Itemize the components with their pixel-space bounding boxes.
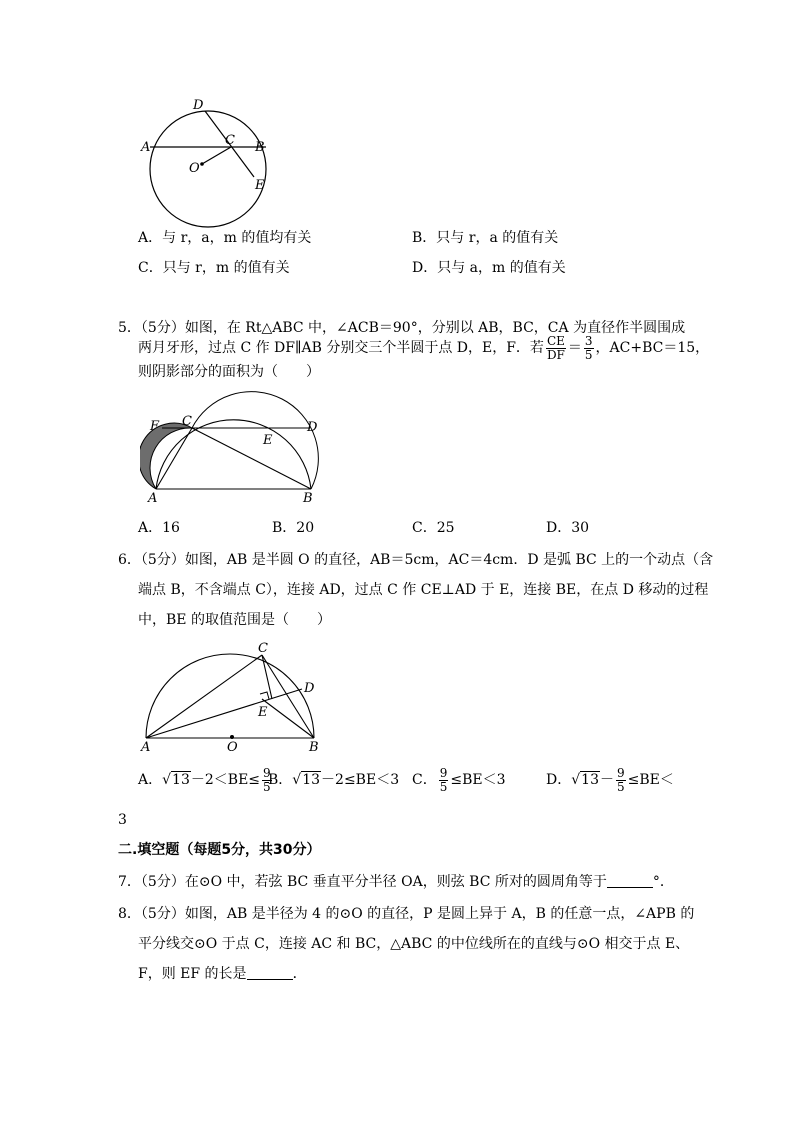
q4-option-a[interactable] [138, 228, 311, 248]
q4-label-e: E [255, 178, 265, 193]
fraction-ce-df [546, 335, 566, 362]
question-number: 5． [118, 320, 141, 336]
denominator: 5 [616, 779, 625, 794]
numerator: CE [546, 333, 565, 348]
q6-line-3 [138, 610, 331, 630]
question-number: 7． [118, 874, 141, 890]
answer-blank[interactable] [247, 965, 293, 980]
radicand: 13 [581, 772, 599, 788]
q5-option-b[interactable] [272, 518, 314, 538]
q6-label-o: O [227, 740, 238, 754]
option-letter: D． [412, 260, 438, 276]
question-text: 平分线交⊙O 于点 C，连接 AC 和 BC，△ABC 的中位线所在的直线与⊙O 相交于点 E、 [138, 936, 690, 952]
q6-option-a[interactable] [138, 762, 274, 798]
q4-label-b: B [255, 140, 265, 155]
numerator: 3 [584, 333, 593, 348]
q5-label-e: E [263, 433, 273, 448]
option-letter: A． [138, 230, 163, 246]
option-text: －2＜BE≤ [190, 772, 261, 788]
option-text: ≤BE＜3 [450, 772, 506, 788]
q5-label-b: B [303, 491, 313, 505]
numerator: 9 [263, 765, 271, 780]
q4-figure [135, 95, 285, 245]
question-score: （5分） [140, 320, 185, 336]
question-text: 端点 B，不含端点 C），连接 AD，过点 C 作 CE⊥AD 于 E，连接 BE，在点 D 移动的过程 [138, 582, 709, 598]
option-text: ≤BE＜ [627, 772, 674, 788]
equals: ＝ [567, 340, 582, 356]
question-text: 中，BE 的取值范围是（ ） [138, 612, 331, 628]
q5-lune-bc [192, 392, 318, 489]
option-letter: A． [138, 520, 163, 536]
numerator: 9 [439, 765, 448, 780]
q6-right-angle-mark [260, 692, 269, 699]
q6-option-d[interactable] [546, 762, 674, 798]
option-letter: B． [272, 520, 297, 536]
option-text: － [599, 772, 614, 788]
denominator: 5 [584, 347, 593, 362]
q6-segment-ad [146, 689, 302, 738]
q6-option-d-wrap: 3 [118, 812, 127, 828]
fraction-3-5 [584, 335, 594, 362]
q6-label-e: E [258, 705, 268, 720]
option-text: 只与 r，a 的值有关 [436, 230, 559, 246]
q6-figure [136, 642, 336, 754]
fraction [439, 767, 449, 794]
q4-option-c[interactable] [138, 258, 290, 278]
sqrt: √13 [162, 772, 190, 788]
numerator: 9 [616, 765, 625, 780]
q6-option-b[interactable] [268, 762, 399, 798]
option-text: 只与 a，m 的值有关 [437, 260, 566, 276]
question-text: 在⊙O 中，若弦 BC 垂直平分半径 OA，则弦 BC 所对的圆周角等于 [184, 874, 607, 890]
option-letter: A． [138, 772, 163, 788]
answer-blank[interactable] [607, 873, 653, 888]
question-text: ，AC+BC＝15， [595, 340, 710, 356]
denominator: DF [546, 347, 565, 362]
q5-label-a: A [148, 491, 158, 505]
q8-line-1 [118, 904, 694, 924]
q5-option-d[interactable] [546, 518, 589, 538]
option-text: 30 [571, 520, 590, 536]
question-text: 如图，AB 是半径为 4 的⊙O 的直径，P 是圆上异于 A，B 的任意一点，∠APB 的 [184, 906, 695, 922]
q5-option-a[interactable] [138, 518, 180, 538]
option-text: 20 [296, 520, 315, 536]
question-text: 如图，在 Rt△ABC 中，∠ACB＝90°，分别以 AB，BC，CA 为直径作半圆围成 [184, 320, 686, 336]
option-text: 16 [162, 520, 180, 536]
q6-segment-ac [146, 655, 262, 738]
option-letter: D． [546, 772, 572, 788]
radicand: 13 [172, 772, 190, 788]
q8-line-2 [138, 934, 689, 954]
q6-label-c: C [258, 642, 268, 656]
q4-label-d: D [193, 98, 204, 113]
option-letter: C． [412, 772, 437, 788]
q6-segment-be [262, 699, 314, 738]
radicand: 13 [302, 772, 321, 788]
option-letter: B． [412, 230, 437, 246]
q4-option-b[interactable] [412, 228, 558, 248]
option-text: 与 r，a，m 的值均有关 [162, 230, 312, 246]
q5-lune-ca [140, 423, 192, 489]
q6-semicircle [146, 654, 314, 738]
q6-label-a: A [141, 740, 151, 754]
q5-label-d: D [307, 420, 318, 435]
q7-line [118, 872, 674, 892]
question-score: （5分） [140, 552, 185, 568]
q8-line-3 [138, 964, 307, 984]
question-number: 6． [118, 552, 141, 568]
question-score: （5分） [140, 906, 185, 922]
q5-label-c: C [182, 414, 192, 429]
question-score: （5分） [140, 874, 185, 890]
question-number: 8． [118, 906, 141, 922]
q6-line-1 [118, 550, 713, 570]
option-letter: C． [412, 520, 437, 536]
q5-semicircle-ab [156, 420, 311, 489]
q5-side-bc [192, 428, 311, 489]
q4-label-c: C [225, 133, 235, 148]
denominator: 5 [439, 779, 448, 794]
question-text: F，则 EF 的长是 [138, 966, 247, 982]
q4-segment-oc [202, 147, 231, 164]
q5-line-3 [138, 362, 320, 382]
fraction [616, 767, 626, 794]
q4-center-dot [200, 162, 204, 166]
option-letter: C． [138, 260, 163, 276]
option-text: －2≤BE＜3 [321, 772, 400, 788]
q5-label-f: F [150, 419, 160, 434]
option-text: 只与 r，m 的值有关 [162, 260, 290, 276]
question-text: 则阴影部分的面积为（ ） [138, 364, 320, 380]
denominator: 5 [263, 779, 271, 794]
q6-segment-bc [262, 655, 314, 738]
section-title: 二.填空题（每题5分，共30分） [118, 842, 321, 858]
sqrt: √13 [292, 772, 321, 788]
q6-line-2 [138, 580, 708, 600]
q6-label-b: B [309, 740, 319, 754]
q6-option-c[interactable] [412, 762, 506, 798]
question-text: °． [652, 874, 674, 890]
q6-label-d: D [304, 681, 315, 696]
q4-label-a: A [141, 140, 151, 155]
option-text: 25 [436, 520, 455, 536]
q5-option-c[interactable] [412, 518, 455, 538]
q6-center-dot [230, 735, 234, 739]
q5-figure [140, 385, 330, 505]
question-text: ． [292, 966, 307, 982]
question-text: 两月牙形，过点 C 作 DF∥AB 分别交三个半圆于点 D，E，F．若 [138, 340, 544, 356]
q4-label-o: O [189, 161, 200, 176]
option-letter: B． [268, 772, 293, 788]
q4-option-d[interactable] [412, 258, 566, 278]
option-letter: D． [546, 520, 572, 536]
question-text: 如图，AB 是半圆 O 的直径，AB＝5cm，AC＝4cm．D 是弧 BC 上的一个动点（含 [184, 552, 714, 568]
sqrt: √13 [571, 772, 599, 788]
